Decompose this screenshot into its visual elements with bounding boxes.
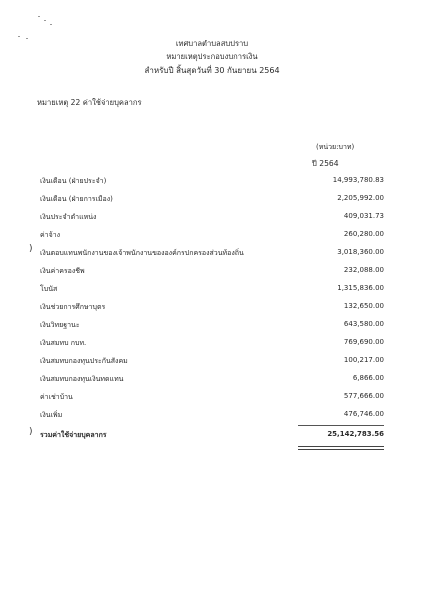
row-amount: 409,031.73 bbox=[343, 212, 384, 220]
total-row bbox=[40, 430, 384, 442]
row-label: เงินค่าครองชีพ bbox=[40, 267, 85, 275]
punch-hole-mark: ) bbox=[29, 427, 33, 437]
scan-speck bbox=[18, 36, 20, 37]
table-row bbox=[40, 410, 384, 422]
scan-speck bbox=[44, 20, 46, 21]
unit-label: (หน่วย:บาท) bbox=[316, 143, 355, 151]
row-amount: 100,217.00 bbox=[343, 356, 384, 364]
row-amount: 643,580.00 bbox=[343, 320, 384, 328]
punch-hole-mark: ) bbox=[29, 244, 33, 254]
row-amount: 6,866.00 bbox=[352, 374, 384, 382]
row-amount: 1,315,836.00 bbox=[337, 284, 384, 292]
year-header: ปี 2564 bbox=[312, 159, 339, 168]
org-name: เทศบาลตำบลสบปราบ bbox=[175, 39, 249, 48]
total-label: รวมค่าใช้จ่ายบุคลากร bbox=[40, 431, 107, 439]
total-double-underline bbox=[298, 446, 384, 450]
row-label: เงินวิทยฐานะ bbox=[40, 321, 80, 329]
row-label: เงินสมทบกองทุนประกันสังคม bbox=[40, 357, 128, 365]
row-amount: 260,280.00 bbox=[343, 230, 384, 238]
row-label: เงินเพิ่ม bbox=[40, 411, 63, 419]
table-row bbox=[40, 176, 384, 188]
report-title: หมายเหตุประกอบงบการเงิน bbox=[166, 52, 258, 61]
table-row bbox=[40, 392, 384, 404]
row-label: เงินตอบแทนพนักงานของเจ้าพนักงานขององค์กรปกครองส่วนท้องถิ่น bbox=[40, 249, 244, 257]
table-row bbox=[40, 356, 384, 368]
table-row bbox=[40, 302, 384, 314]
row-amount: 14,993,780.83 bbox=[332, 176, 384, 184]
row-label: ค่าเช่าบ้าน bbox=[40, 393, 73, 401]
note-title: หมายเหตุ 22 ค่าใช้จ่ายบุคลากร bbox=[37, 98, 142, 107]
row-label: โบนัส bbox=[40, 285, 58, 293]
row-label: เงินเดือน (ฝ่ายประจำ) bbox=[40, 177, 107, 185]
row-amount: 3,018,360.00 bbox=[337, 248, 384, 256]
row-amount: 577,666.00 bbox=[343, 392, 384, 400]
table-row bbox=[40, 374, 384, 386]
row-label: เงินเดือน (ฝ่ายการเมือง) bbox=[40, 195, 113, 203]
row-amount: 232,088.00 bbox=[343, 266, 384, 274]
row-label: เงินสมทบ กบท. bbox=[40, 339, 87, 347]
row-amount: 769,690.00 bbox=[343, 338, 384, 346]
table-row bbox=[40, 338, 384, 350]
table-row bbox=[40, 212, 384, 224]
table-row bbox=[40, 266, 384, 278]
table-row bbox=[40, 284, 384, 296]
row-label: เงินประจำตำแหน่ง bbox=[40, 213, 97, 221]
scan-speck bbox=[50, 24, 52, 25]
row-label: ค่าจ้าง bbox=[40, 231, 61, 239]
table-row bbox=[40, 320, 384, 332]
scan-speck bbox=[38, 16, 40, 17]
row-amount: 2,205,992.00 bbox=[337, 194, 384, 202]
row-label: เงินช่วยการศึกษาบุตร bbox=[40, 303, 106, 311]
total-amount: 25,142,783.56 bbox=[327, 430, 384, 438]
subtotal-underline bbox=[298, 425, 384, 426]
row-amount: 476,746.00 bbox=[343, 410, 384, 418]
row-amount: 132,650.00 bbox=[343, 302, 384, 310]
row-label: เงินสมทบกองทุนเงินทดแทน bbox=[40, 375, 124, 383]
report-period: สำหรับปี สิ้นสุดวันที่ 30 กันยายน 2564 bbox=[144, 66, 280, 75]
table-row bbox=[40, 248, 384, 260]
table-row bbox=[40, 194, 384, 206]
table-row bbox=[40, 230, 384, 242]
